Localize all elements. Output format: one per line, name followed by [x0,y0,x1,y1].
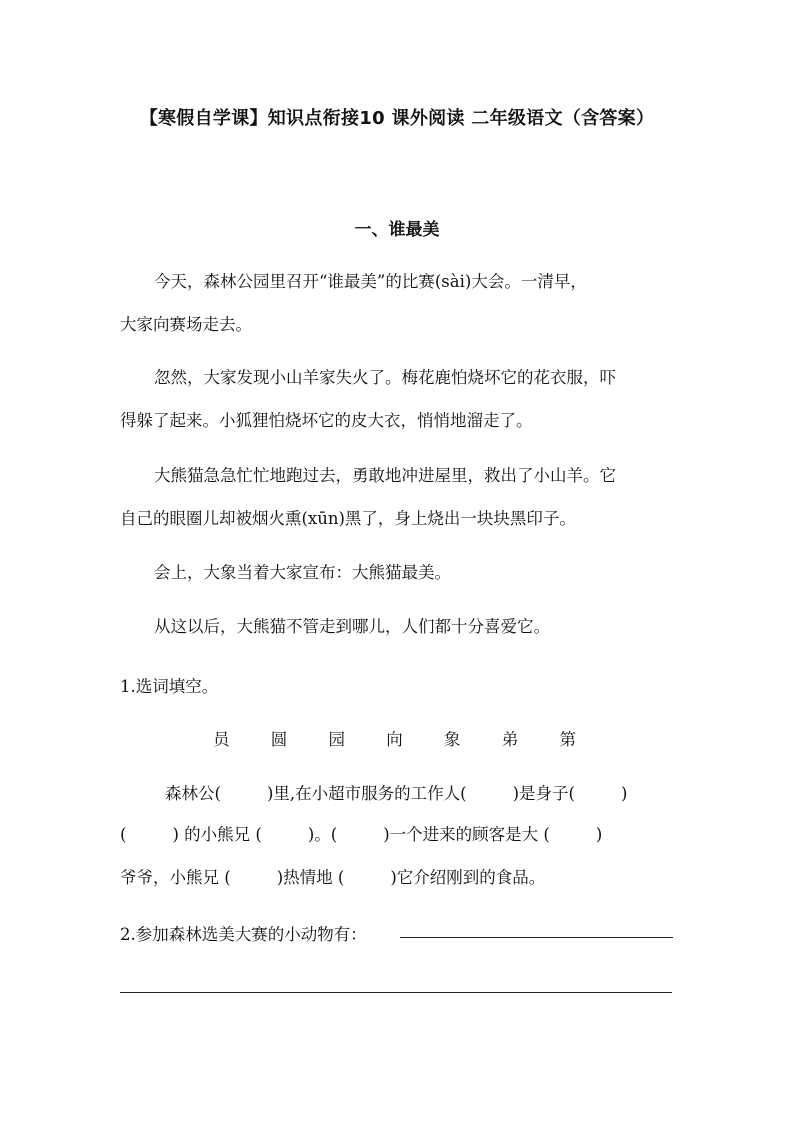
fill-text: ) [595,825,603,844]
fill-in-line-2 [120,821,680,845]
fill-text: )。( [307,825,338,844]
paragraph-line: 自己的眼圈儿却被烟火熏(xūn)黑了，身上烧出一块块黑印子。 [120,509,576,528]
fill-text: 爷爷，小熊兄 ( [120,868,231,887]
document-title: 【寒假自学课】知识点衔接10 课外阅读 二年级语文（含答案） [139,108,655,129]
word-bank-item: 向 [386,730,403,749]
answer-line-2[interactable] [120,992,672,993]
fill-text: 森林公( [165,784,221,803]
story-paragraph-4 [120,551,680,594]
paragraph-line: 得躲了起来。小狐狸怕烧坏它的皮大衣，悄悄地溜走了。 [120,411,533,430]
paragraph-line: 会上，大象当着大家宣布：大熊猫最美。 [154,563,451,582]
question-1-label: 1.选词填空。 [120,677,219,696]
fill-text: ) 的小熊兄 ( [172,825,262,844]
story-paragraph-5 [120,605,680,648]
fill-text: )一个进来的顾客是大 ( [383,825,550,844]
paragraph-line: 今天，森林公园里召开“谁最美”的比赛(sài)大会。一清早， [154,272,587,291]
fill-text: )热情地 ( [276,868,345,887]
question-2-label: 2.参加森林选美大赛的小动物有： [120,925,367,944]
word-bank-item: 弟 [501,730,519,749]
word-bank [213,726,612,750]
paragraph-line: 从这以后，大熊猫不管走到哪儿，人们都十分喜爱它。 [154,617,550,636]
word-bank-item: 象 [444,730,461,749]
fill-in-line-3 [120,864,680,888]
story-paragraph-2 [120,356,680,442]
word-bank-item: 员 [213,730,230,749]
paragraph-line: 大熊猫急急忙忙地跑过去，勇敢地冲进屋里，救出了小山羊。它 [154,466,616,485]
story-paragraph-1 [120,260,680,346]
fill-text: ) [620,784,628,803]
paragraph-line: 大家向赛场走去。 [120,315,252,334]
fill-text: )里,在小超市服务的工作人( [266,784,467,803]
paragraph-line: 忽然，大家发现小山羊家失火了。梅花鹿怕烧坏它的花衣服，吓 [154,368,616,387]
word-bank-item: 第 [559,730,576,749]
fill-text: ( [120,825,127,844]
story-paragraph-3 [120,454,680,540]
fill-text: )是身子( [512,784,575,803]
word-bank-item: 圆 [270,730,288,749]
fill-in-line-1 [165,780,725,804]
word-bank-item: 园 [328,730,345,749]
answer-line-1[interactable] [400,937,673,938]
fill-text: )它介绍刚到的食品。 [390,868,546,887]
section-title: 一、谁最美 [354,220,440,240]
